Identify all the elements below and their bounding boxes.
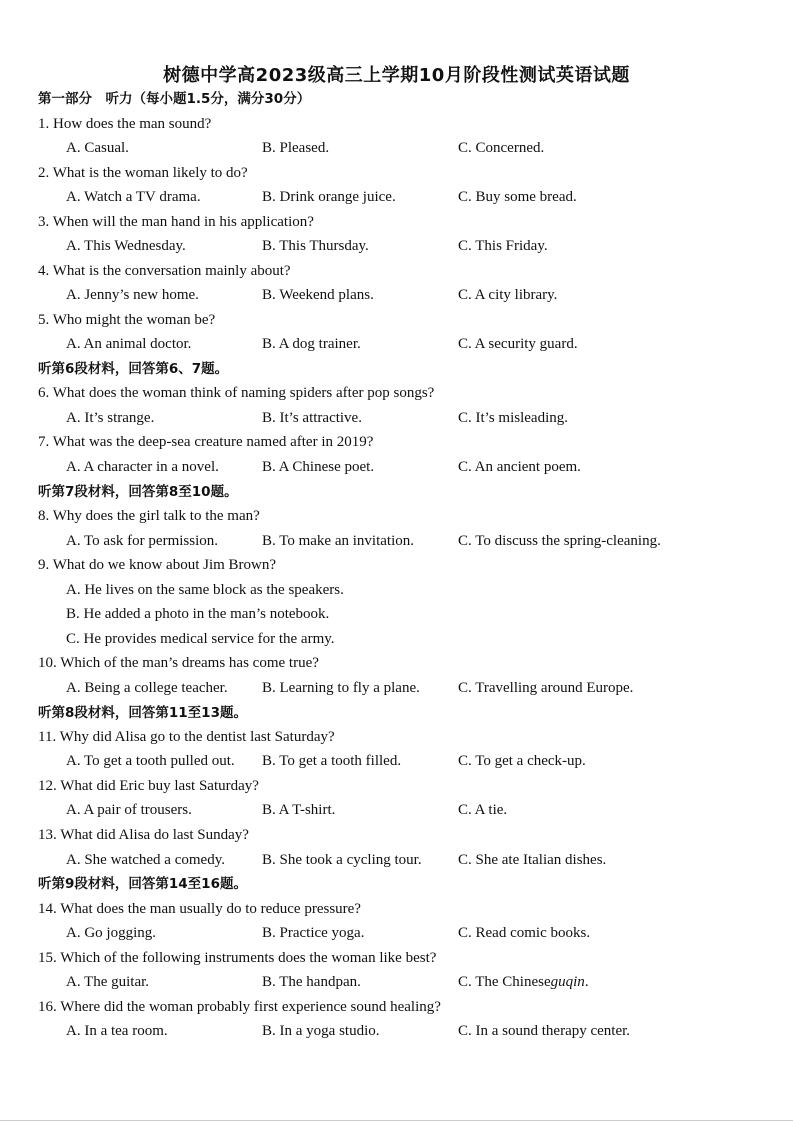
q1-option-b: B. Pleased. [262, 140, 330, 156]
question-5: 5. Who might the woman be? [38, 312, 216, 328]
q2-option-c: C. Buy some bread. [458, 189, 577, 205]
question-13: 13. What did Alisa do last Sunday? [38, 827, 249, 843]
q13-option-b: B. She took a cycling tour. [262, 852, 422, 868]
q6-option-a: A. It’s strange. [66, 410, 155, 426]
q3-option-c: C. This Friday. [458, 238, 548, 254]
q3-option-a: A. This Wednesday. [66, 238, 186, 254]
question-8: 8. Why does the girl talk to the man? [38, 508, 260, 524]
question-9: 9. What do we know about Jim Brown? [38, 557, 277, 573]
section-heading-6: 听第6段材料，回答第6、7题。 [38, 361, 229, 377]
q9-option-c: C. He provides medical service for the army. [66, 631, 335, 647]
q15-option-a: A. The guitar. [66, 974, 150, 990]
question-4: 4. What is the conversation mainly about? [38, 263, 291, 279]
question-14: 14. What does the man usually do to reduce pressure? [38, 901, 361, 917]
q15-option-c-period: . [584, 974, 589, 990]
question-12: 12. What did Eric buy last Saturday? [38, 778, 259, 794]
question-6: 6. What does the woman think of naming spiders after pop songs? [38, 385, 435, 401]
q8-option-a: A. To ask for permission. [66, 533, 218, 549]
question-16: 16. Where did the woman probably first experience sound healing? [38, 999, 441, 1015]
q14-option-a: A. Go jogging. [66, 925, 156, 941]
q11-option-b: B. To get a tooth filled. [262, 753, 402, 769]
q10-option-b: B. Learning to fly a plane. [262, 680, 420, 696]
q5-option-b: B. A dog trainer. [262, 336, 361, 352]
q8-option-c: C. To discuss the spring-cleaning. [458, 533, 661, 549]
q9-option-a: A. He lives on the same block as the speakers. [66, 582, 344, 598]
q7-option-a: A. A character in a novel. [66, 459, 219, 475]
q11-option-a: A. To get a tooth pulled out. [66, 753, 235, 769]
q15-option-c-guqin: guqin [550, 974, 585, 990]
question-2: 2. What is the woman likely to do? [38, 165, 248, 181]
q15-option-c-text: C. The Chinese [458, 974, 551, 990]
q10-option-a: A. Being a college teacher. [66, 680, 228, 696]
question-10: 10. Which of the man’s dreams has come true? [38, 655, 319, 671]
question-1: 1. How does the man sound? [38, 116, 212, 132]
q3-option-b: B. This Thursday. [262, 238, 369, 254]
q14-option-b: B. Practice yoga. [262, 925, 365, 941]
q2-option-b: B. Drink orange juice. [262, 189, 396, 205]
q1-option-c: C. Concerned. [458, 140, 545, 156]
q4-option-c: C. A city library. [458, 287, 558, 303]
section-heading-8: 听第8段材料，回答第11至13题。 [38, 705, 247, 721]
q12-option-a: A. A pair of trousers. [66, 802, 192, 818]
q7-option-b: B. A Chinese poet. [262, 459, 375, 475]
q15-option-b: B. The handpan. [262, 974, 361, 990]
q4-option-a: A. Jenny’s new home. [66, 287, 199, 303]
question-15: 15. Which of the following instruments does the woman like best? [38, 950, 437, 966]
q13-option-c: C. She ate Italian dishes. [458, 852, 607, 868]
q7-option-c: C. An ancient poem. [458, 459, 581, 475]
q12-option-b: B. A T-shirt. [262, 802, 336, 818]
question-3: 3. When will the man hand in his application? [38, 214, 314, 230]
page-bottom-rule [0, 1120, 793, 1121]
q12-option-c: C. A tie. [458, 802, 508, 818]
question-7: 7. What was the deep-sea creature named after in 2019? [38, 434, 374, 450]
q2-option-a: A. Watch a TV drama. [66, 189, 201, 205]
q16-option-b: B. In a yoga studio. [262, 1023, 380, 1039]
q13-option-a: A. She watched a comedy. [66, 852, 225, 868]
q5-option-a: A. An animal doctor. [66, 336, 192, 352]
q5-option-c: C. A security guard. [458, 336, 578, 352]
section-heading-7: 听第7段材料，回答第8至10题。 [38, 484, 238, 500]
q6-option-c: C. It’s misleading. [458, 410, 568, 426]
exam-title: 树德中学高2023级高三上学期10月阶段性测试英语试题 [163, 65, 630, 86]
q11-option-c: C. To get a check-up. [458, 753, 586, 769]
q6-option-b: B. It’s attractive. [262, 410, 362, 426]
q10-option-c: C. Travelling around Europe. [458, 680, 634, 696]
q8-option-b: B. To make an invitation. [262, 533, 414, 549]
q16-option-c: C. In a sound therapy center. [458, 1023, 631, 1039]
q9-option-b: B. He added a photo in the man’s notebook. [66, 606, 330, 622]
section-heading-9: 听第9段材料，回答第14至16题。 [38, 876, 247, 892]
q1-option-a: A. Casual. [66, 140, 129, 156]
q15-option-c [458, 972, 589, 992]
part-heading: 第一部分 听力（每小题1.5分，满分30分） [38, 91, 311, 107]
q4-option-b: B. Weekend plans. [262, 287, 374, 303]
question-11: 11. Why did Alisa go to the dentist last Saturday? [38, 729, 335, 745]
q14-option-c: C. Read comic books. [458, 925, 591, 941]
q16-option-a: A. In a tea room. [66, 1023, 168, 1039]
